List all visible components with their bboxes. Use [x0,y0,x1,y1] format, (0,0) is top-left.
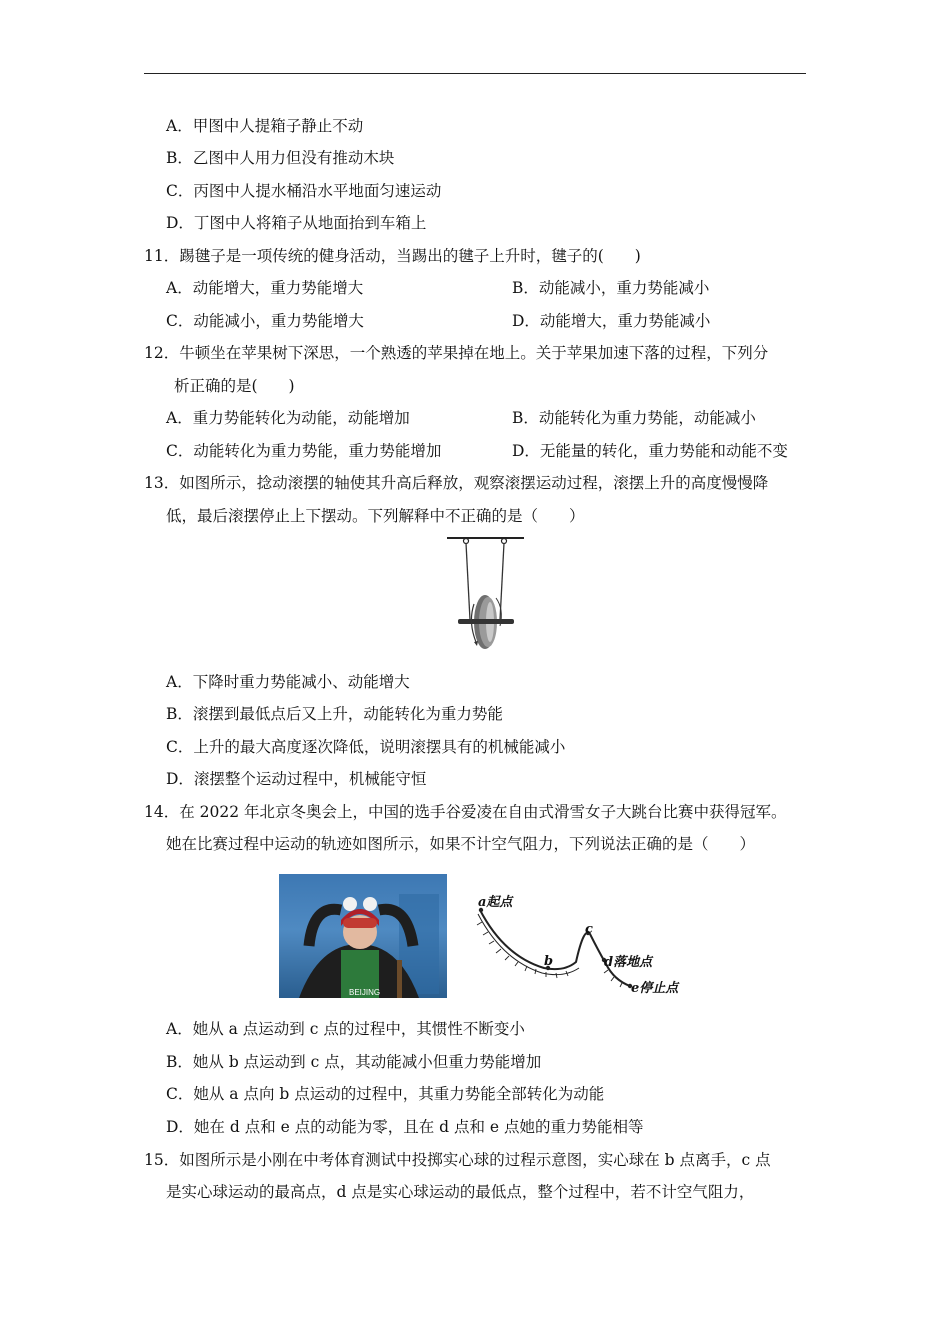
q10-option-b[interactable]: B．乙图中人用力但没有推动木块 [166,149,395,167]
photo-beijing-text: BEIJING [349,988,381,997]
q14-option-b[interactable]: B．她从 b 点运动到 c 点，其动能减小但重力势能增加 [166,1053,542,1071]
maxwell-pendulum-figure [444,534,528,664]
q13-option-d[interactable]: D．滚摆整个运动过程中，机械能守恒 [166,770,427,788]
skier-photo [279,874,447,998]
q12-option-a[interactable]: A．重力势能转化为动能，动能增加 [166,409,410,427]
q13-option-c[interactable]: C．上升的最大高度逐次降低，说明滚摆具有的机械能减小 [166,738,566,756]
q10-option-c[interactable]: C．丙图中人提水桶沿水平地面匀速运动 [166,182,442,200]
q14-option-c[interactable]: C．她从 a 点向 b 点运动的过程中，其重力势能全部转化为动能 [166,1085,605,1103]
q11-stem: 11．踢毽子是一项传统的健身活动，当踢出的毽子上升时，毽子的( ) [144,247,641,265]
q13-stem-line1: 13．如图所示，捻动滚摆的轴使其升高后释放，观察滚摆运动过程，滚摆上升的高度慢慢降 [144,474,769,492]
q15-stem-line1: 15．如图所示是小刚在中考体育测试中投掷实心球的过程示意图，实心球在 b 点离手，c 点 [144,1151,771,1169]
q10-option-a[interactable]: A．甲图中人提箱子静止不动 [166,117,364,135]
label-e-stop: e停止点 [631,981,679,996]
q13-option-a[interactable]: A．下降时重力势能减小、动能增大 [166,673,410,691]
ski-trajectory-diagram [464,888,704,1000]
header-rule [144,73,806,74]
q12-stem-line1: 12．牛顿坐在苹果树下深思，一个熟透的苹果掉在地上。关于苹果加速下落的过程，下列分 [144,344,769,362]
q12-option-d[interactable]: D．无能量的转化，重力势能和动能不变 [512,442,788,460]
q15-stem-line2: 是实心球运动的最高点，d 点是实心球运动的最低点，整个过程中，若不计空气阻力， [166,1183,755,1201]
label-d-landing: d落地点 [604,955,653,970]
label-c: c [585,922,593,937]
label-a-start: a起点 [478,895,513,910]
q14-stem-line2: 她在比赛过程中运动的轨迹如图所示，如果不计空气阻力，下列说法正确的是（ ） [166,835,756,853]
q11-option-d[interactable]: D．动能增大，重力势能减小 [512,312,711,330]
q12-option-b[interactable]: B．动能转化为重力势能，动能减小 [512,409,756,427]
q13-option-b[interactable]: B．滚摆到最低点后又上升，动能转化为重力势能 [166,705,503,723]
q14-option-a[interactable]: A．她从 a 点运动到 c 点的过程中，其惯性不断变小 [166,1020,525,1038]
q11-option-a[interactable]: A．动能增大，重力势能增大 [166,279,364,297]
label-b: b [544,954,554,969]
q13-stem-line2: 低，最后滚摆停止上下摆动。下列解释中不正确的是（ ） [166,507,585,525]
q12-stem-line2: 析正确的是( ) [174,377,295,395]
q14-option-d[interactable]: D．她在 d 点和 e 点的动能为零，且在 d 点和 e 点她的重力势能相等 [166,1118,644,1136]
q12-option-c[interactable]: C．动能转化为重力势能，重力势能增加 [166,442,442,460]
q10-option-d[interactable]: D．丁图中人将箱子从地面抬到车箱上 [166,214,427,232]
q14-stem-line1: 14．在 2022 年北京冬奥会上，中国的选手谷爱凌在自由式滑雪女子大跳台比赛中获得冠军。 [144,803,787,821]
q11-option-c[interactable]: C．动能减小，重力势能增大 [166,312,364,330]
q11-option-b[interactable]: B．动能减小，重力势能减小 [512,279,710,297]
